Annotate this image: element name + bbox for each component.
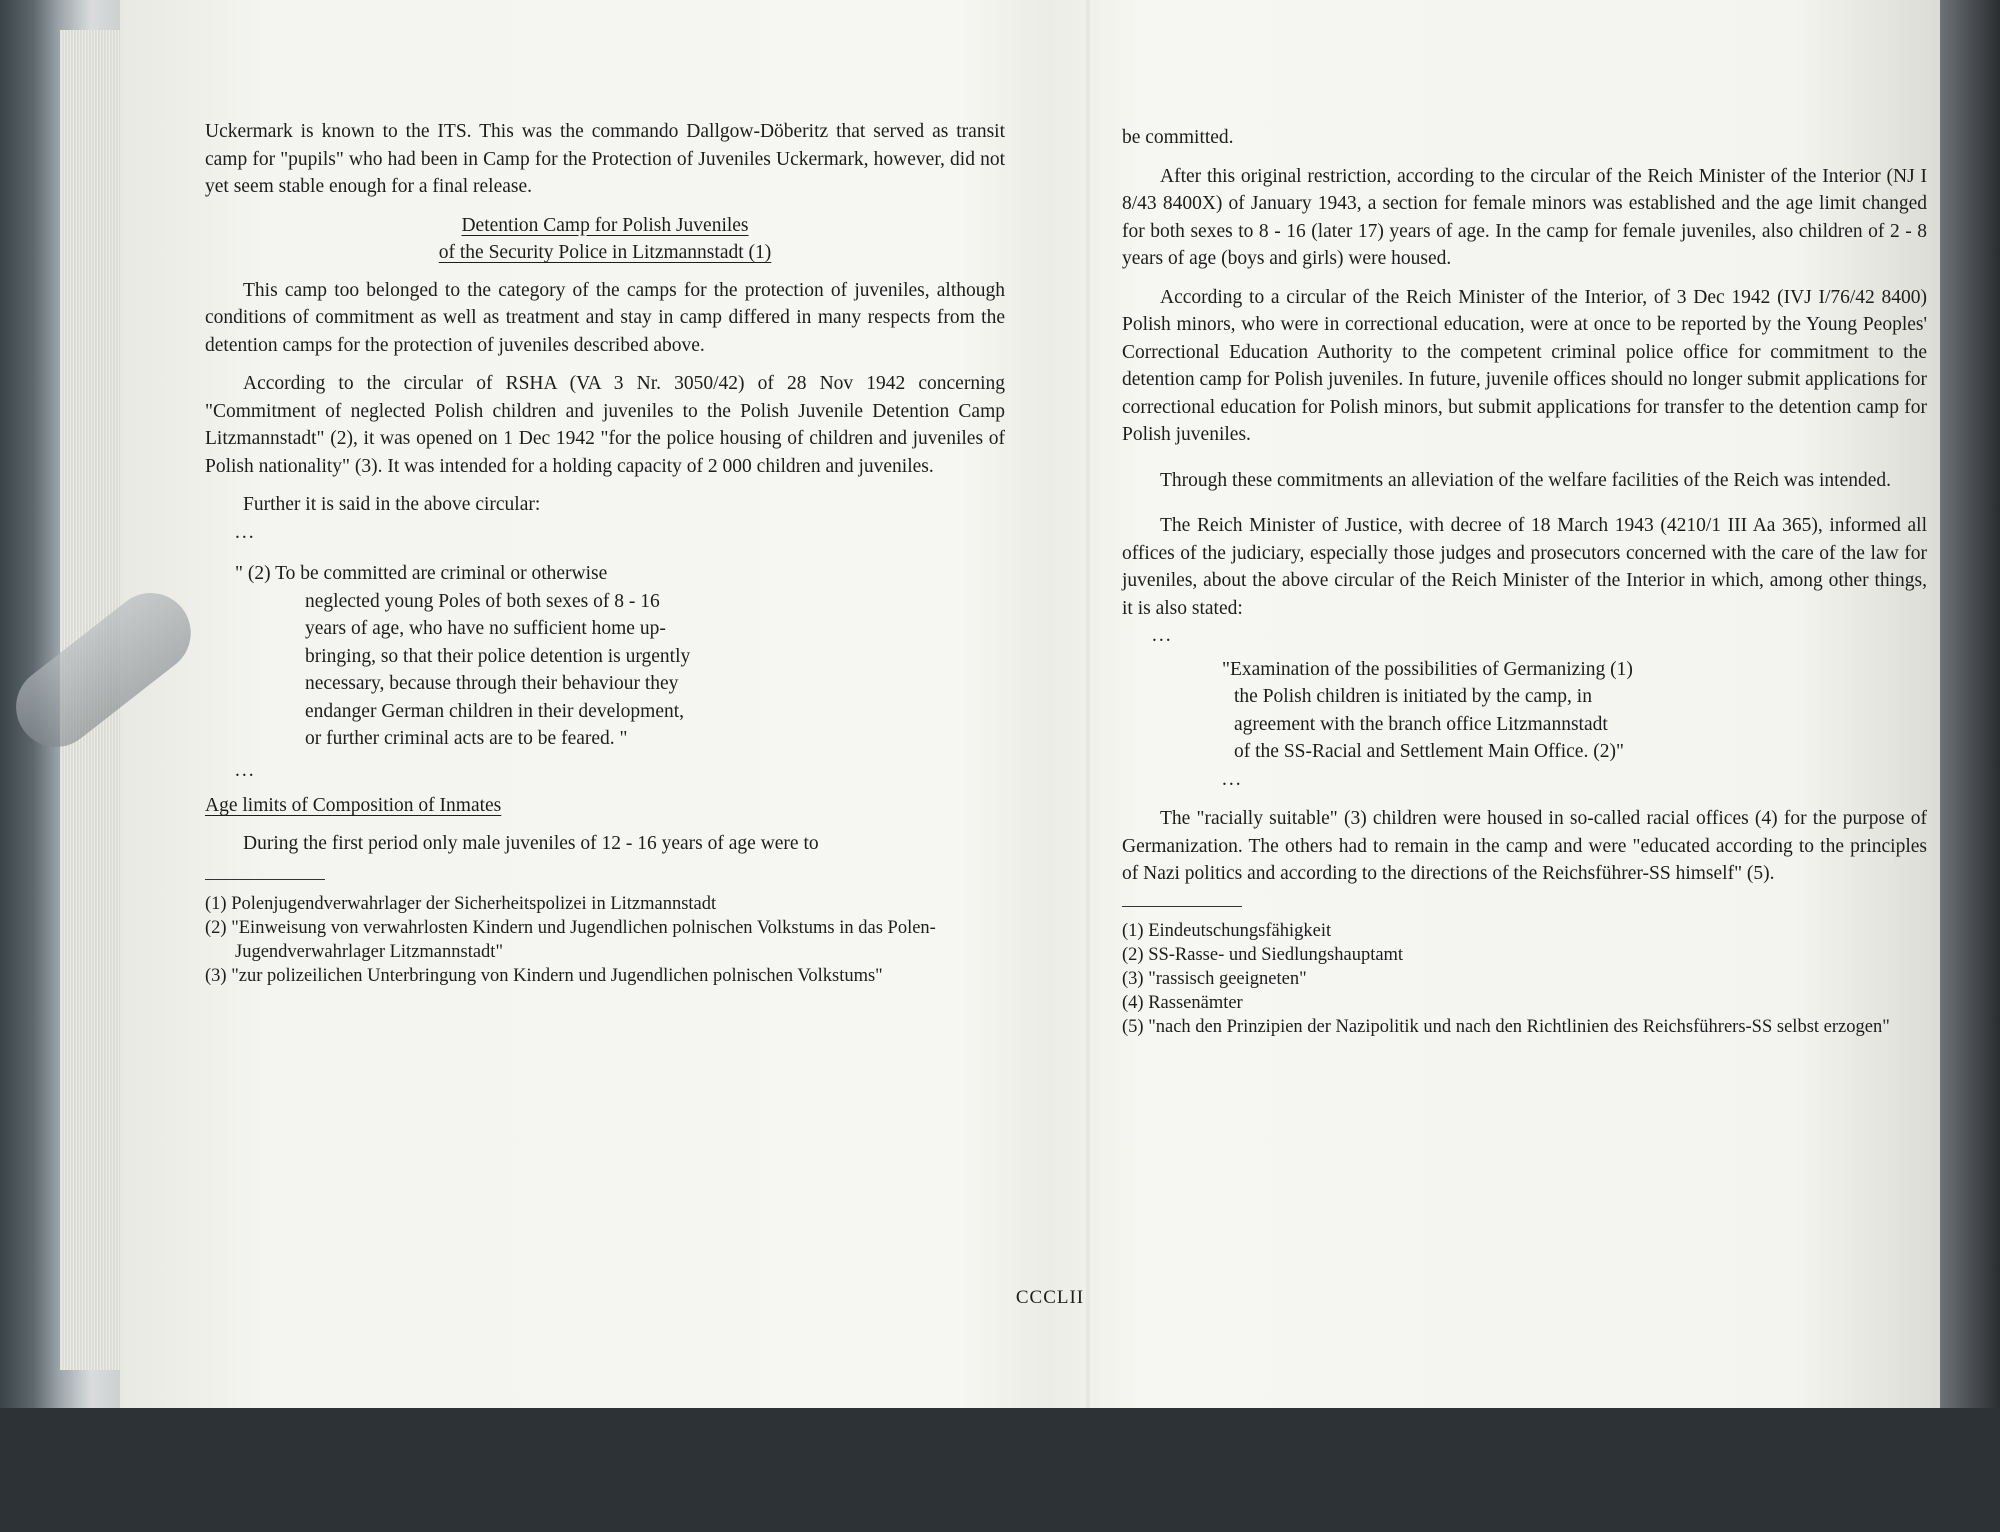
quote-line: neglected young Poles of both sexes of 8 - 16 xyxy=(305,590,660,612)
paragraph-category: This camp too belonged to the category of the camps for the protection of juveniles, although conditions of commitment as well as treatment and stay in camp differed in many respects from the detention camps for the protection of juveniles described above. xyxy=(205,279,1005,356)
left-footnotes xyxy=(205,892,1005,988)
paragraph-according-circular: According to a circular of the Reich Minister of the Interior, of 3 Dec 1942 (IVJ I/76/42 8400) Polish minors, who were in correctional education, were at once to be reported by the Young Peoples' Correctional Education Authority to the competent criminal police office for commitment to the detention camp for Polish juveniles. In future, juvenile offices should no longer submit applications for correctional education for Polish minors, but submit applications for transfer to the detention camp for Polish juveniles. xyxy=(1122,286,1927,445)
quote-line: agreement with the branch office Litzmannstadt xyxy=(1234,713,1608,735)
right-page xyxy=(1122,124,1927,1532)
footnote-5: (5) "nach den Prinzipien der Nazipolitik und nach den Richtlinien des Reichsführers-SS selbst erzogen" xyxy=(1122,1016,1890,1037)
paragraph-further: Further it is said in the above circular: xyxy=(243,494,541,515)
ellipsis-1: ... xyxy=(1152,625,1173,646)
quote-line: years of age, who have no sufficient home up- xyxy=(305,618,666,639)
left-page xyxy=(205,118,1005,1526)
paragraph-original-restriction: After this original restriction, according to the circular of the Reich Minister of the Interior (NJ I 8/43 8400X) of January 1943, a section for female minors was established and the age limit changed for both sexes to 8 - 16 (later 17) years of age. In the camp for female juveniles, also children of 2 - 8 years of age (boys and girls) were housed. xyxy=(1122,165,1927,269)
footnote-4: (4) Rassenämter xyxy=(1122,992,1243,1013)
paragraph-period: During the first period only male juveniles of 12 - 16 years of age were to xyxy=(243,832,819,854)
section-heading-detention-camp xyxy=(205,212,1005,267)
page-number: CCCLII xyxy=(1015,1287,1085,1308)
footnote-rule xyxy=(1122,906,1242,907)
footnote-1: (1) Polenjugendverwahrlager der Sicherheitspolizei in Litzmannstadt xyxy=(205,894,717,914)
quote-line: of the SS-Racial and Settlement Main Office. (2)" xyxy=(1234,741,1624,762)
quote-line: bringing, so that their police detention is urgently xyxy=(305,645,691,667)
quote-line: or further criminal acts are to be feared. " xyxy=(305,728,628,749)
paragraph-circular: According to the circular of RSHA (VA 3 Nr. 3050/42) of 28 Nov 1942 concerning "Commitment of neglected Polish children and juveniles to the Polish Juvenile Detention Camp Litzmannstadt" (2), it was opened on 1 Dec 1942 "for the police housing of children and juveniles of Polish nationality" (3). It was intended for a holding capacity of 2 000 children and juveniles. xyxy=(205,373,1005,477)
section-heading-age-limits: Age limits of Composition of Inmates xyxy=(205,795,502,816)
footnote-1: (1) Eindeutschungsfähigkeit xyxy=(1122,920,1332,941)
footnote-2: (2) "Einweisung von verwahrlosten Kindern und Jugendlichen polnischen Volkstums in das Polen-Jugendverwahrlager Litzmannstadt" xyxy=(205,918,936,962)
left-top-paragraph: Uckermark is known to the ITS. This was the commando Dallgow-Döberitz that served as transit camp for "pupils" who had been in Camp for the Protection of Juveniles Uckermark, however, did not yet seem stable enough for a final release. xyxy=(205,121,1005,197)
paragraph-minister-justice: The Reich Minister of Justice, with decree of 18 March 1943 (4210/1 III Aa 365), informed all offices of the judiciary, especially those judges and prosecutors concerned with the care of the law for juveniles, about the above circular of the Reich Minister of the Interior in which, among other things, it is also stated: xyxy=(1122,515,1927,619)
footnote-3: (3) "rassisch geeigneten" xyxy=(1122,968,1307,989)
paragraph-racially-suitable: The "racially suitable" (3) children were housed in so-called racial offices (4) for the purpose of Germanization. The others had to remain in the camp and were "educated according to the principles of Nazi politics and according to the directions of the Reichsführer-SS himself" (5). xyxy=(1122,808,1927,884)
quote-block xyxy=(235,560,1005,753)
paragraph-be-committed: be committed. xyxy=(1122,127,1234,148)
footnote-3: (3) "zur polizeilichen Unterbringung von Kindern und Jugendlichen polnischen Volkstums" xyxy=(205,966,883,986)
paragraph-through-commitments: Through these commitments an alleviation of the welfare facilities of the Reich was intended. xyxy=(1160,469,1892,491)
heading-line-2: of the Security Police in Litzmannstadt (1) xyxy=(438,242,772,263)
quote-line: " (2) To be committed are criminal or otherwise xyxy=(235,563,608,584)
quote-line: "Examination of the possibilities of Germanizing (1) xyxy=(1222,658,1633,680)
right-shadow xyxy=(1940,0,2000,1408)
ellipsis-1: ... xyxy=(235,521,256,543)
ellipsis-2: ... xyxy=(235,759,256,781)
footnote-2: (2) SS-Rasse- und Siedlungshauptamt xyxy=(1122,944,1404,965)
ellipsis-2: ... xyxy=(1222,768,1243,790)
gutter xyxy=(1085,0,1091,1408)
heading-line-1: Detention Camp for Polish Juveniles xyxy=(461,214,749,236)
quote-line: necessary, because through their behaviour they xyxy=(305,673,679,694)
quote-block xyxy=(1222,656,1927,766)
right-footnotes xyxy=(1122,919,1927,1039)
quote-line: the Polish children is initiated by the camp, in xyxy=(1234,686,1592,707)
quote-line: endanger German children in their development, xyxy=(305,700,685,722)
footnote-rule xyxy=(205,879,325,880)
